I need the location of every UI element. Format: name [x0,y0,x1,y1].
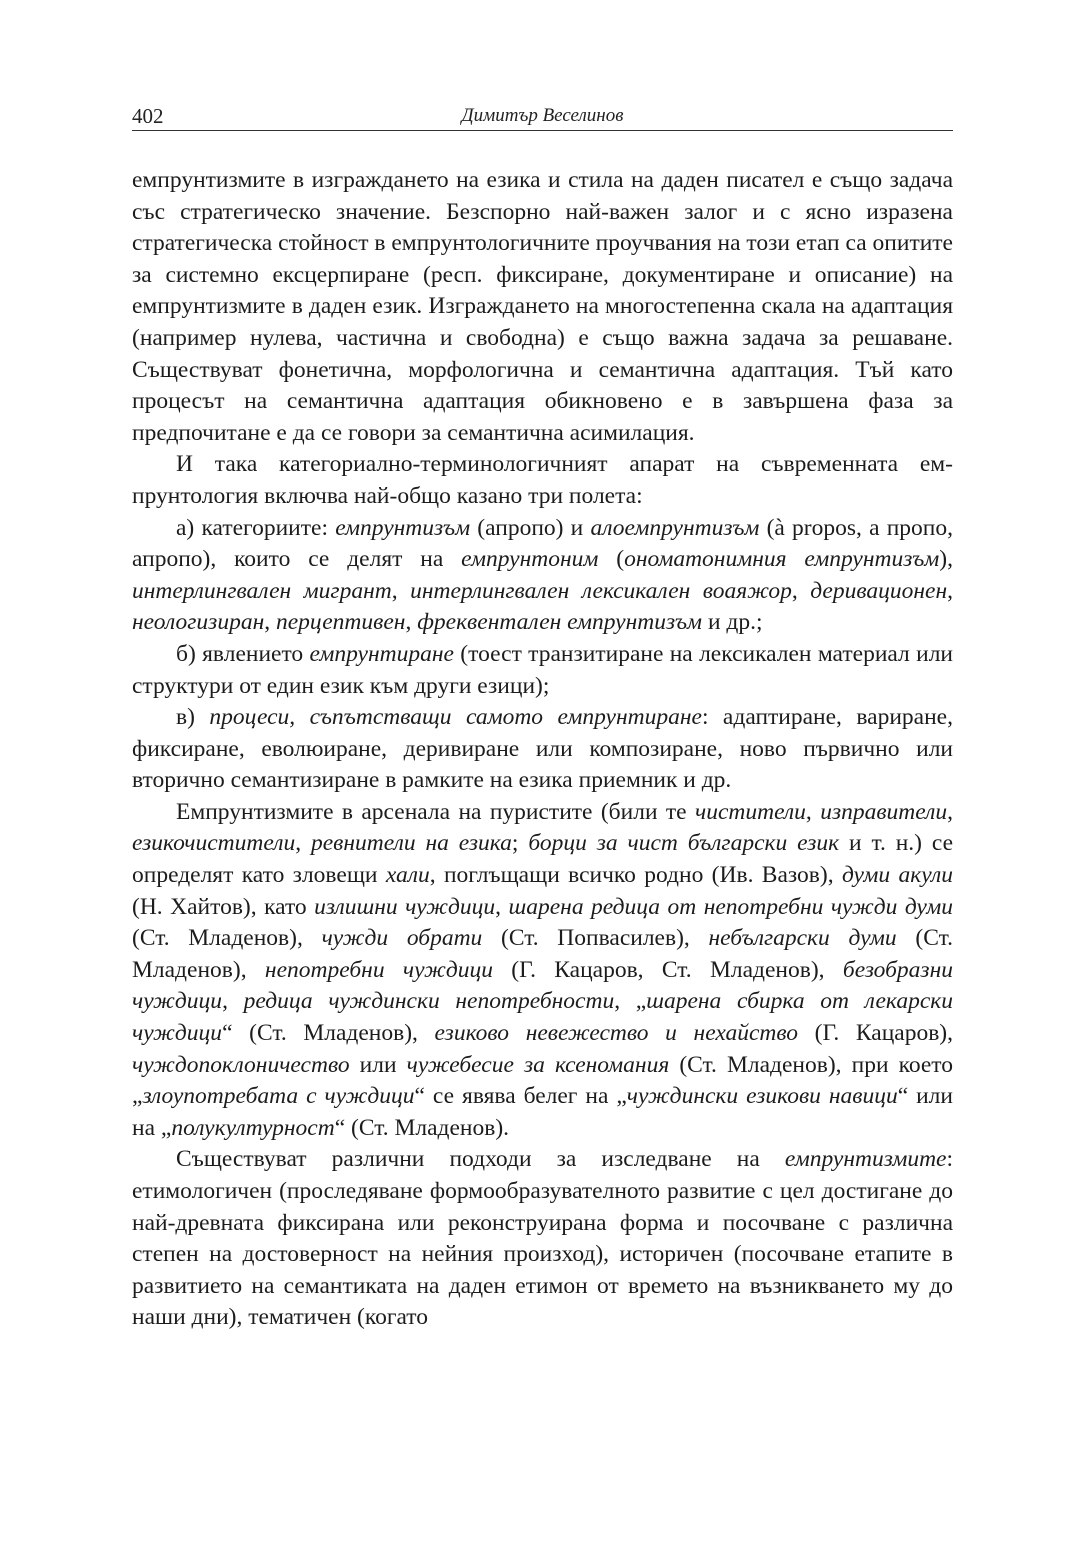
text-segment: ; [511,830,529,857]
italic-term: ревнители на езика [310,830,512,857]
text-segment: б) явлението [176,640,310,667]
italic-term: емпрунтизъм [335,514,471,541]
italic-term: фреквентален емпрунтизъм [417,609,703,636]
italic-term: процеси, съпътстващи самото емпрунтиране [209,704,702,731]
text-segment: (Ст. Попвасилев), [482,925,709,952]
italic-term: чуждопоклоничество [132,1051,350,1078]
italic-term: алоемпрунтизъм [590,514,760,541]
paragraph [132,449,953,512]
running-head-author: Димитър Веселинов [461,105,624,126]
paragraph [132,702,953,797]
italic-term: интерлингвален мигрант [132,577,392,604]
text-segment: ), [939,546,953,573]
text-segment: (Н. Хайтов), като [132,893,315,920]
italic-term: чистители [694,798,806,825]
italic-term: неологизиран [132,609,265,636]
paragraph [132,797,953,1145]
italic-term: емпрунтоним [461,546,599,573]
text-segment: “ се явява белег на „ [414,1083,627,1110]
text-segment: , [947,577,954,604]
text-segment: (Ст. Младенов), [132,925,953,983]
text-segment: (тоест транзитиране на лексикален материал или структури от един език към други езици); [132,640,953,699]
italic-term: емпрунтиране [309,640,454,667]
page-number: 402 [132,104,164,128]
text-segment: : етимологичен (проследяване формообразувателното развитие с цел достигане до най-древната фиксирана или реконструирана форма и посочване с различна степен на достоверност на нейния произход), историчен (посочване етапите в развитието на семантиката на даден етимон от времето на възникването му до наши дни), тематичен (когато [132,1146,953,1331]
italic-term: шарена редица от непотребни чужди думи [508,893,954,920]
italic-term: езиково невежество и нехайство [434,1020,798,1047]
text-segment: , [295,830,311,857]
text-segment: : адаптиране, вариране, фиксиране, еволюиране, деривиране или композиране, ново първично или вторично семантизиране в рамките на езика приемник и др. [132,704,953,794]
body-text [132,165,953,1334]
text-segment: Съществуват различни подходи за изследване на [176,1146,785,1173]
text-segment: , [791,577,811,604]
text-segment: , [805,798,821,825]
paragraph [132,1144,953,1334]
text-segment: емпрунтизмите в изграждането на езика и стила на даден писател е също задача със стратегическо значение. Безспорно най-важен залог и с ясно изразена стратегическа стойност в емпрунтологичните проучвания на този етап са опитите за системно ексцерпиране (респ. фиксиране, документиране и описание) на емпрунтизмите в даден език. Изграждането на многостепенна скала на адаптация (например нулева, частична и свободна) е също важна задача за решаване. Съществуват фонетична, морфологична и семантична адаптация. Тъй като процесът на семантична адаптация обикновено е в завършена фаза за предпочитане е да се говори за семантична асимилация. [132,167,953,446]
text-segment: “ (Ст. Младенов), [222,1020,435,1047]
text-segment: или [349,1051,407,1078]
italic-term: излишни чуждици [314,893,496,920]
text-segment: , поглъщащи всичко родно (Ив. Вазов), [429,862,842,889]
paragraph [132,513,953,639]
italic-term: думи акули [841,862,953,889]
text-segment: (Г. Кацаров), [798,1020,953,1047]
italic-term: злоупотребата с чуждици [142,1083,415,1110]
text-segment: Емпрунтизмите в арсенала на пуристите (били те [176,798,695,825]
text-segment: а) категориите: [176,514,336,541]
text-segment: , [222,988,244,1015]
italic-term: изправители [820,798,948,825]
italic-term: ономатонимния емпрунтизъм [624,546,940,573]
text-segment: , [264,609,276,636]
italic-term: борци за чист български език [528,830,840,857]
italic-term: чужебесие за ксеномания [406,1051,670,1078]
italic-term: перцептивен [275,609,406,636]
text-segment: в) [176,704,210,731]
text-segment: и др.; [702,609,763,636]
italic-term: интерлингвален лексикален воаяжор [410,577,792,604]
italic-term: хали [385,862,430,889]
text-segment: “ (Ст. Младенов). [334,1114,510,1141]
text-segment: , [391,577,411,604]
italic-term: деривационен [810,577,948,604]
running-head [132,104,953,128]
text-segment: (Ст. Младенов), [132,925,322,952]
text-segment: “ или на „ [132,1083,953,1141]
italic-term: езикочистители [132,830,296,857]
italic-term: емпрунтизмите [784,1146,947,1173]
paragraph [132,639,953,702]
text-segment: (Г. Кацаров, Ст. Младенов), [492,956,843,983]
text-segment: и т. н.) се определят като зловещи [132,830,954,889]
italic-term: небългарски думи [708,925,897,952]
header-rule [132,130,953,131]
italic-term: непотребни чуждици [264,956,493,983]
paragraph [132,165,953,449]
text-segment: , [495,893,509,920]
text-segment: (Ст. Младенов), при което „ [132,1051,954,1110]
italic-term: шарена сбирка от лекарски чуждици [132,988,954,1047]
text-segment: (à propos, а пропо, апропо), които се делят на [132,514,953,573]
italic-term: чужди обрати [321,925,483,952]
text-segment: , „ [614,988,647,1015]
text-segment: (апропо) и [470,514,591,541]
text-segment: , [405,609,418,636]
text-segment: ( [598,546,625,573]
italic-term: полукултурност [171,1114,335,1141]
italic-term: безобразни чуждици [132,956,954,1015]
text-segment: И така категориално-терминологичният апарат на съвременната емпрунтология включва най-общо казано три полета: [132,451,953,509]
italic-term: редица чуждински непотребности [243,988,615,1015]
italic-term: чуждински езикови навици [626,1083,898,1110]
text-segment: , [947,798,953,825]
